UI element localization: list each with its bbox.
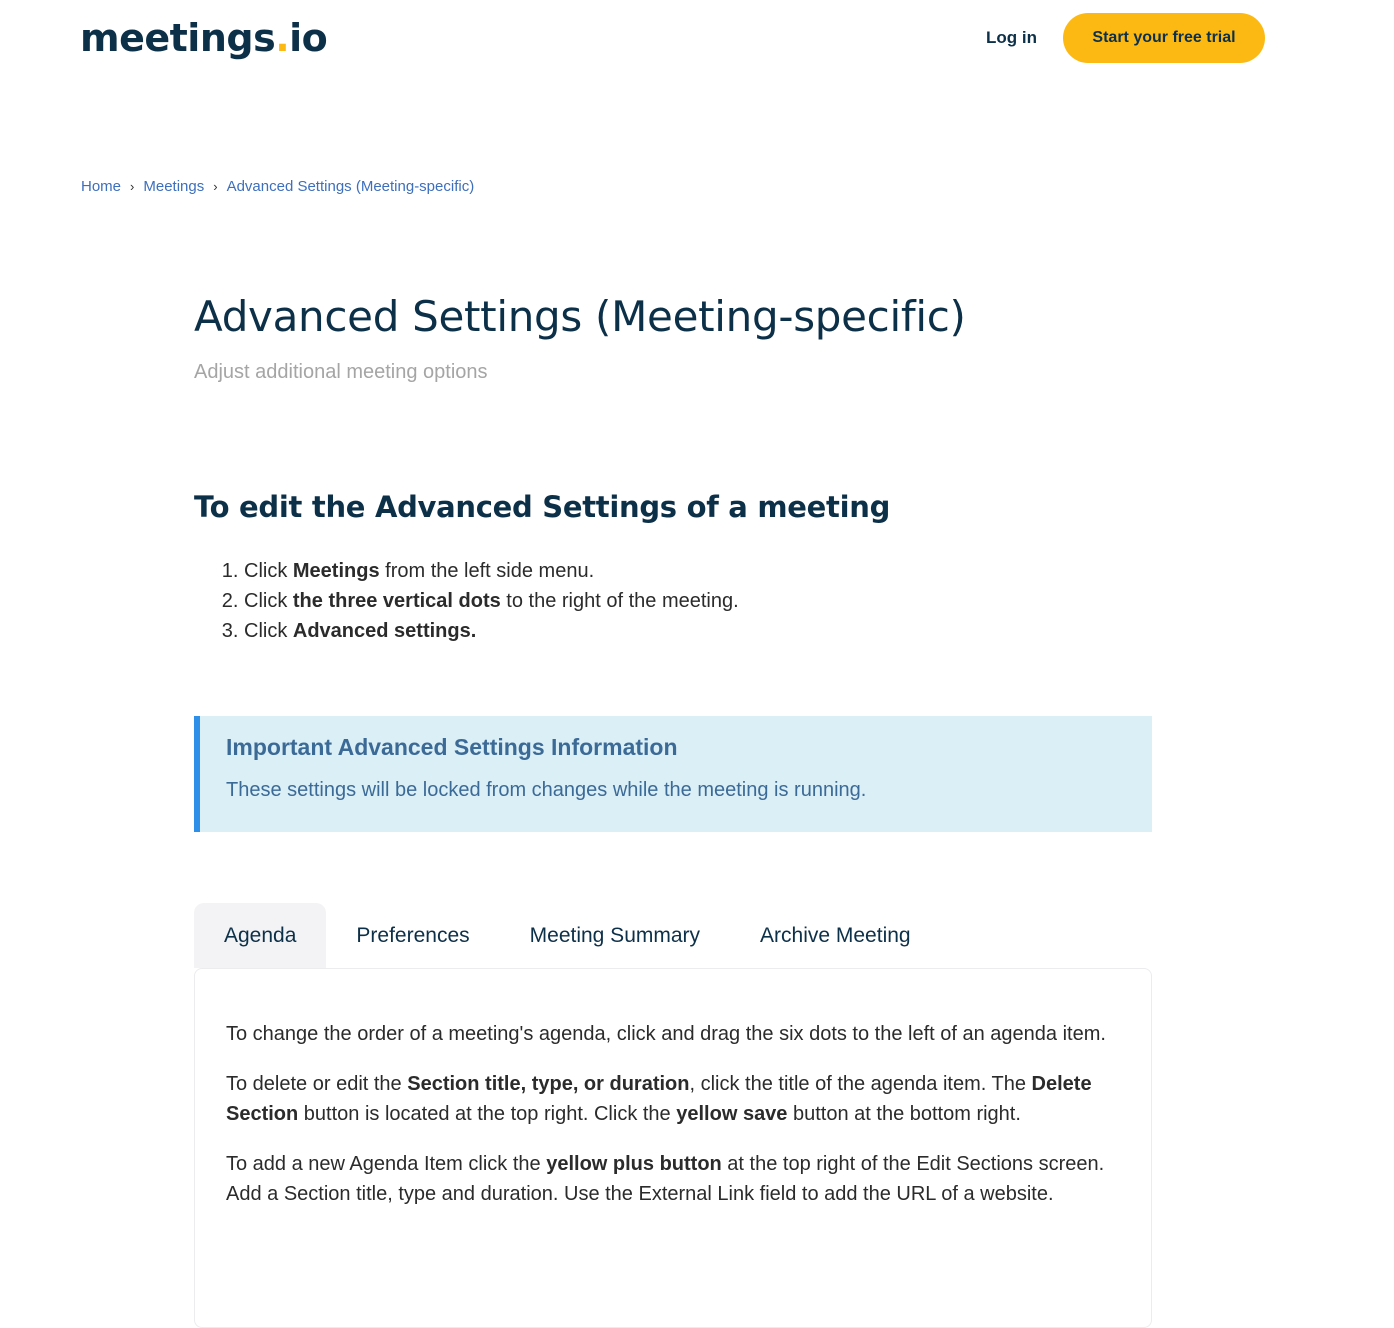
article bbox=[194, 286, 1152, 1205]
page-subtitle: Adjust additional meeting options bbox=[194, 361, 488, 383]
step-text: Click bbox=[244, 590, 293, 612]
step-item bbox=[244, 616, 739, 646]
logo-text-io: io bbox=[289, 16, 328, 60]
step-text: Click bbox=[244, 560, 293, 582]
bold-text: Delete Section bbox=[226, 1072, 1092, 1125]
tab-meeting-summary[interactable]: Meeting Summary bbox=[529, 923, 701, 947]
login-link[interactable]: Log in bbox=[986, 28, 1037, 47]
tab-archive-meeting[interactable]: Archive Meeting bbox=[760, 923, 911, 947]
breadcrumb-current[interactable]: Advanced Settings (Meeting-specific) bbox=[226, 178, 475, 195]
agenda-paragraph bbox=[226, 1149, 1121, 1210]
step-text: from the left side menu. bbox=[379, 560, 595, 582]
step-bold: the three vertical dots bbox=[292, 590, 501, 612]
bold-text: Section title, type, or duration bbox=[407, 1072, 690, 1095]
section-heading: To edit the Advanced Settings of a meeting bbox=[194, 490, 891, 524]
text: button is located at the top right. Click the bbox=[298, 1103, 677, 1125]
text: To add a new Agenda Item click the bbox=[226, 1152, 547, 1175]
agenda-paragraph: To change the order of a meeting's agenda, click and drag the six dots to the left of an agenda item. bbox=[226, 1023, 1106, 1045]
step-item bbox=[244, 586, 739, 616]
breadcrumb-meetings[interactable]: Meetings bbox=[143, 178, 205, 195]
tab-preferences[interactable]: Preferences bbox=[356, 923, 470, 947]
text: button at the bottom right. bbox=[787, 1103, 1021, 1125]
agenda-paragraph bbox=[226, 1069, 1121, 1130]
page-title: Advanced Settings (Meeting-specific) bbox=[194, 292, 966, 341]
logo-text-meetings: meetings bbox=[80, 16, 276, 60]
step-item bbox=[244, 556, 739, 586]
tab-panel-agenda bbox=[194, 968, 1152, 1328]
text: at the top right of the Edit Sections screen. Add a Section title, type and duration. Use the External Link field to add the URL of a website. bbox=[226, 1152, 1105, 1205]
callout-body: These settings will be locked from changes while the meeting is running. bbox=[226, 779, 867, 801]
callout-title: Important Advanced Settings Information bbox=[226, 734, 678, 760]
step-text: to the right of the meeting. bbox=[500, 590, 739, 612]
logo-dot: . bbox=[275, 16, 290, 60]
step-bold: Meetings bbox=[292, 560, 380, 582]
bold-text: yellow plus button bbox=[546, 1152, 722, 1175]
bold-text: yellow save bbox=[676, 1103, 788, 1125]
steps-list bbox=[194, 556, 739, 646]
text: To delete or edit the bbox=[226, 1072, 408, 1095]
step-text: Click bbox=[244, 620, 293, 642]
info-callout bbox=[194, 716, 1152, 832]
breadcrumb bbox=[81, 176, 474, 198]
tab-bar bbox=[194, 903, 941, 968]
step-bold: Advanced settings. bbox=[292, 620, 477, 642]
text: , click the title of the agenda item. The bbox=[689, 1072, 1032, 1095]
tab-agenda[interactable]: Agenda bbox=[194, 903, 326, 968]
start-trial-button[interactable]: Start your free trial bbox=[1063, 13, 1265, 63]
breadcrumb-home[interactable]: Home bbox=[81, 178, 122, 195]
breadcrumb-separator: › bbox=[213, 179, 218, 194]
breadcrumb-separator: › bbox=[130, 179, 135, 194]
logo[interactable] bbox=[80, 14, 327, 62]
